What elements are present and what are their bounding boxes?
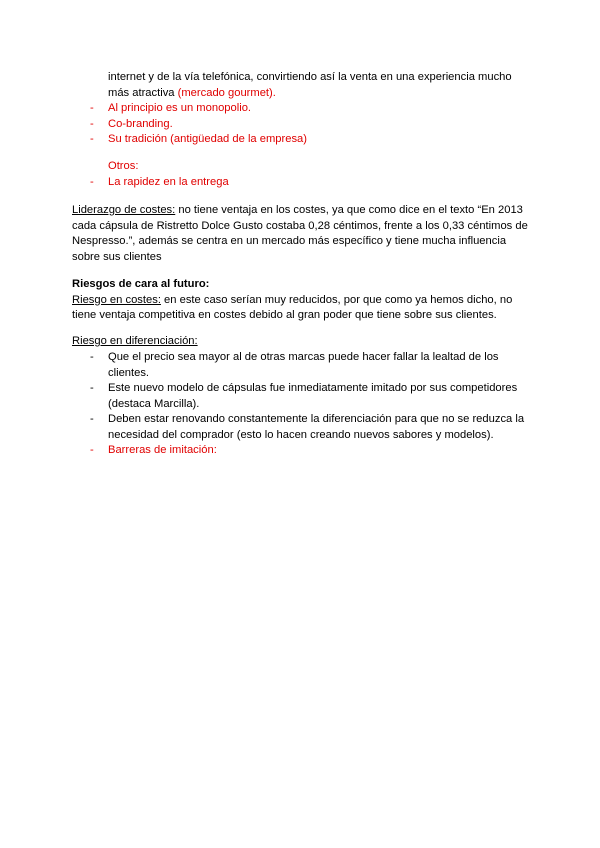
list-dash: - (90, 444, 94, 456)
list-dash: - (90, 351, 94, 363)
list-item-text: Su tradición (antigüedad de la empresa) (108, 133, 308, 145)
list-dash: - (90, 102, 94, 114)
list-item (72, 412, 532, 443)
others-section (72, 159, 532, 190)
continuation-paragraph (72, 70, 532, 101)
list-item (72, 175, 532, 191)
cost-risk-text: en este caso serían muy reducidos, por que como ya hemos dicho, no tiene ventaja competitiva en costes debido al gran poder que tiene sobre sus clientes. (72, 293, 513, 321)
leadership-label: Liderazgo de costes: (72, 204, 176, 216)
list-dash: - (90, 175, 94, 188)
list-item (72, 101, 532, 117)
advantages-list (72, 101, 532, 148)
list-item-text: Deben estar renovando constantemente la diferenciación para que no se reduzca la necesidad del comprador (esto lo hacen creando nuevos sabores y modelos). (108, 413, 525, 441)
leadership-paragraph (72, 203, 532, 265)
continuation-line-2-highlight: (mercado gourmet). (177, 86, 276, 99)
list-item-text: Al principio es un monopolio. (108, 102, 252, 114)
list-item-text: Que el precio sea mayor al de otras marcas puede hacer fallar la lealtad de los clientes. (108, 351, 499, 379)
list-dash: - (90, 382, 94, 394)
differentiation-risks-list (72, 350, 532, 459)
cost-risk-paragraph (72, 293, 532, 324)
list-dash: - (90, 133, 94, 145)
list-dash: - (90, 117, 94, 130)
differentiation-section (72, 334, 532, 350)
leadership-text: no tiene ventaja en los costes, ya que como dice en el texto “En 2013 cada cápsula de Ristretto Dolce Gusto costaba 0,28 céntimos, frente a los 0,33 céntimos de Nespresso.”, además se centra en un mercado más específico y tiene mucha influencia sobre sus clientes (72, 204, 528, 263)
others-label: Otros: (108, 160, 139, 172)
list-item-text: Co-branding. (108, 117, 173, 130)
continuation-line-1: internet y de la vía telefónica, convirtiendo así la venta en una experiencia mucho (108, 71, 512, 83)
list-item-text: La rapidez en la entrega (108, 175, 229, 188)
risks-heading: Riesgos de cara al futuro: (72, 278, 210, 290)
differentiation-risk-label: Riesgo en diferenciación: (72, 335, 198, 347)
cost-risk-label: Riesgo en costes: (72, 293, 161, 306)
list-item (72, 443, 532, 459)
list-item (72, 350, 532, 381)
continuation-line-2 (72, 86, 532, 102)
list-item (72, 381, 532, 412)
list-item-text: Barreras de imitación: (108, 444, 217, 456)
list-item (72, 117, 532, 133)
list-dash: - (90, 413, 94, 425)
risks-section (72, 277, 532, 324)
list-item (72, 132, 532, 148)
list-item-text: Este nuevo modelo de cápsulas fue inmediatamente imitado por sus competidores (destaca Marcilla). (108, 382, 518, 410)
continuation-line-2-text: más atractiva (108, 86, 178, 99)
